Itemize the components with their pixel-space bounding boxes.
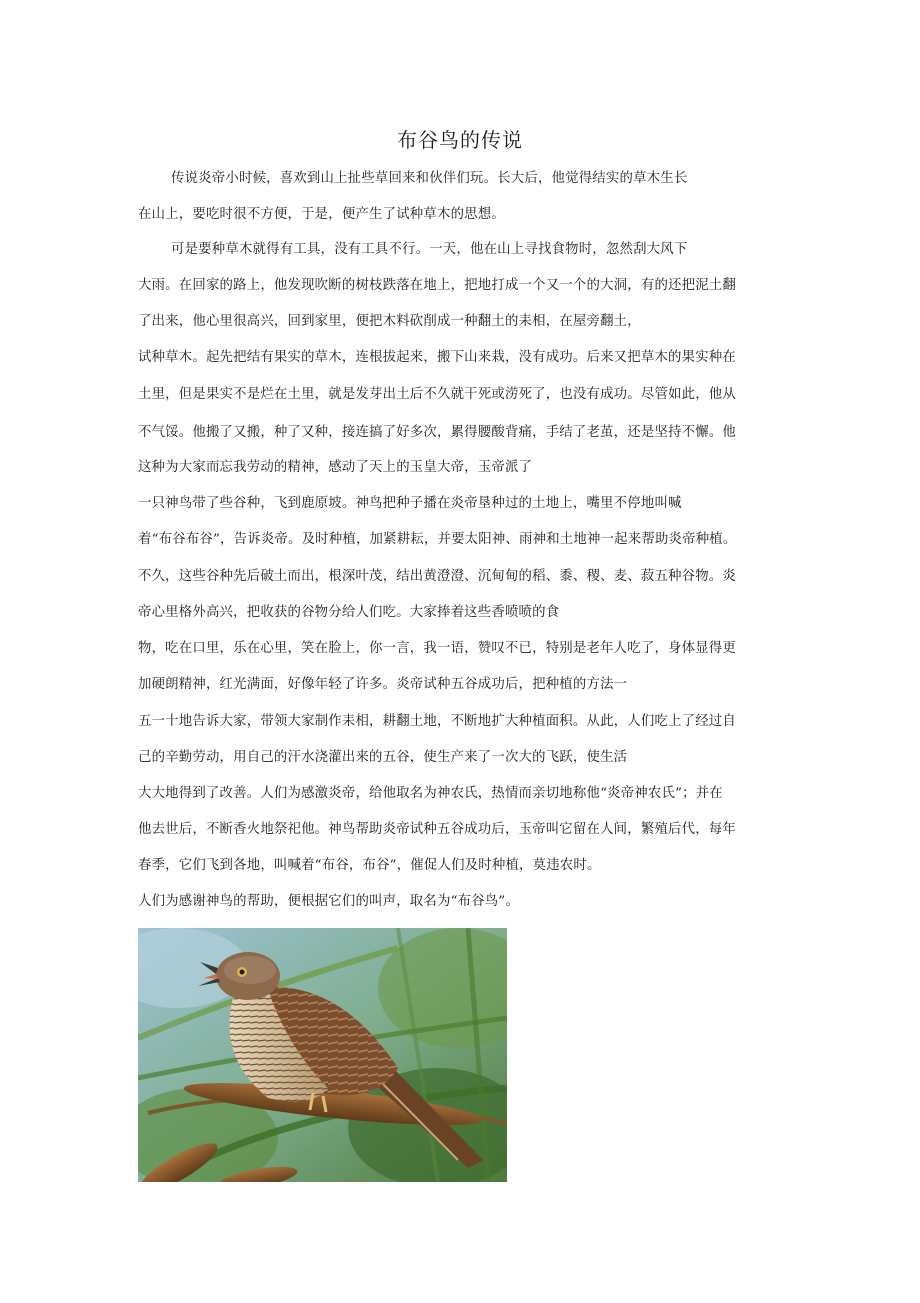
text-line: 试种草木。起先把结有果实的草木，连根拔起来，搬下山来栽，没有成功。后来又把草木的果实种在 [138,350,736,365]
text-line: 他去世后，不断香火地祭祀他。神鸟帮助炎帝试种五谷成功后，玉帝叫它留在人间，繁殖后代，每年 [138,822,736,837]
text-line: 在山上，要吃时很不方便，于是，便产生了试种草木的思想。 [138,207,505,222]
text-line: 传说炎帝小时候，喜欢到山上扯些草回来和伙伴们玩。长大后，他觉得结实的草木生长 [171,171,688,186]
text-line: 不气馁。他搬了又搬，种了又种，接连搞了好多次，累得腰酸背痛，手结了老茧，还是坚持不懈。他 [138,425,736,440]
text-line: 可是要种草木就得有工具，没有工具不行。一天，他在山上寻找食物时，忽然刮大风下 [171,242,688,257]
document-title: 布谷鸟的传说 [397,128,523,152]
text-line: 人们为感谢神鸟的帮助，便根据它们的叫声，取名为“布谷鸟”。 [138,894,520,909]
text-line: 加硬朗精神，红光满面，好像年轻了许多。炎帝试种五谷成功后，把种植的方法一 [138,677,628,692]
text-line: 着“布谷布谷”，告诉炎帝。及时种植，加紧耕耘，并要太阳神、雨神和土地神一起来帮助炎帝种植。 [138,532,737,547]
text-line: 了出来，他心里很高兴，回到家里，便把木料砍削成一种翻土的耒相，在屋旁翻土， [138,314,641,329]
text-line: 物，吃在口里，乐在心里，笑在脸上，你一言，我一语，赞叹不已，特别是老年人吃了，身体显得更 [138,641,736,656]
text-line: 不久，这些谷种先后破土而出，根深叶茂，结出黄澄澄、沉甸甸的稻、黍、稷、麦、菽五种谷物。炎 [138,569,736,584]
text-line: 春季，它们飞到各地，叫喊着“布谷，布谷”，催促人们及时种植，莫违农时。 [138,858,601,873]
text-line: 土里，但是果实不是烂在土里，就是发芽出土后不久就干死或涝死了，也没有成功。尽管如此，他从 [138,387,736,402]
text-line: 五一十地告诉大家，带领大家制作耒相，耕翻土地，不断地扩大种植面积。从此，人们吃上了经过自 [138,714,736,729]
text-line: 大大地得到了改善。人们为感激炎帝，给他取名为神农氏，热情而亲切地称他“炎帝神农氏”；并在 [138,786,723,801]
text-line: 这种为大家而忘我劳动的精神，感动了天上的玉皇大帝，玉帝派了 [138,460,533,475]
text-line: 己的辛勤劳动，用自己的汗水浇灌出来的五谷，使生产来了一次大的飞跃，使生活 [138,750,628,765]
text-line: 帝心里格外高兴，把收获的谷物分给人们吃。大家捧着这些香喷喷的食 [138,605,560,620]
text-line: 一只神鸟带了些谷种，飞到鹿原坡。神鸟把种子播在炎帝垦种过的土地上，嘴里不停地叫喊 [138,496,682,511]
cuckoo-photo [138,928,507,1182]
text-line: 大雨。在回家的路上，他发现吹断的树枝跌落在地上，把地打成一个又一个的大洞，有的还把泥土翻 [138,278,736,293]
